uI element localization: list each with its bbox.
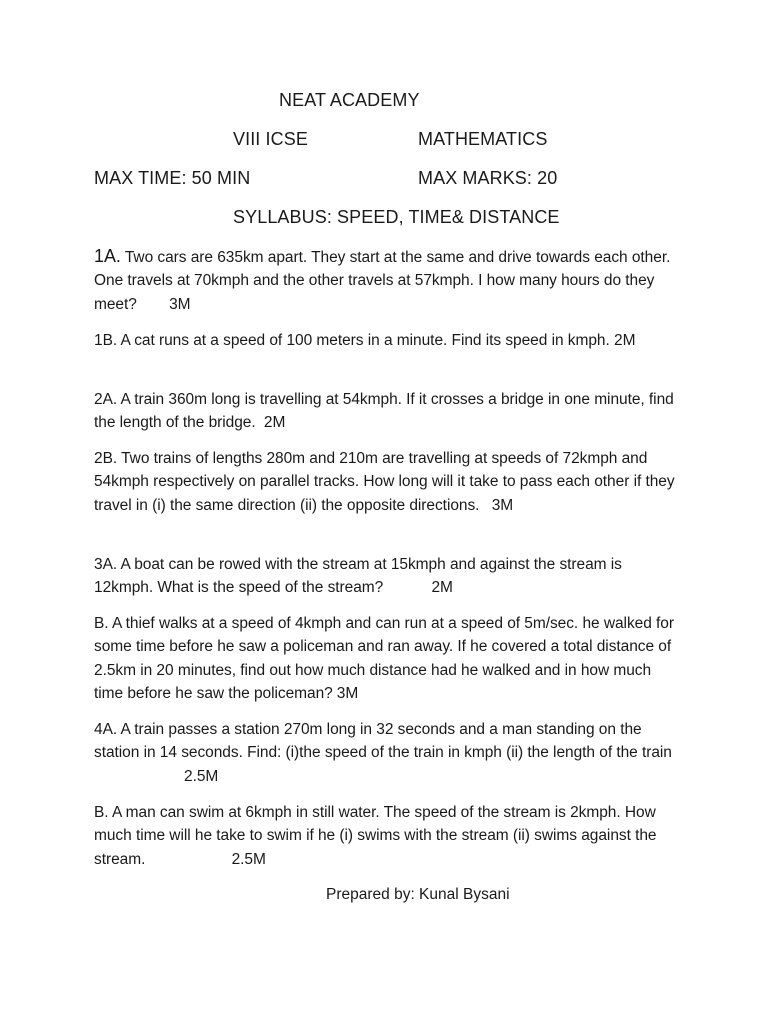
question-text: A train 360m long is travelling at 54kmph. If it crosses a bridge in one minute, find the length of the bridge. <box>94 391 674 432</box>
max-time: MAX TIME: 50 MIN <box>94 168 251 188</box>
question-number: 1B. <box>94 332 118 349</box>
syllabus: SYLLABUS: SPEED, TIME& DISTANCE <box>233 207 560 227</box>
question-marks: 2M <box>431 579 453 597</box>
question-text: A cat runs at a speed of 100 meters in a minute. Find its speed in kmph. <box>120 332 610 349</box>
question-number: B. <box>94 615 109 632</box>
subject-label: MATHEMATICS <box>418 129 548 149</box>
question-marks: 3M <box>169 295 191 313</box>
question-3a <box>94 553 684 600</box>
question-text: Two cars are 635km apart. They start at the same and drive towards each other. One travels at 70kmph and the other travels at 57kmph. I how many hours do they meet? <box>94 249 671 313</box>
question-number: B. <box>94 804 109 821</box>
prepared-by: Prepared by: Kunal Bysani <box>326 886 510 903</box>
question-marks: 2.5M <box>184 767 219 785</box>
question-number: 2B. <box>94 450 118 467</box>
question-text: A boat can be rowed with the stream at 15kmph and against the stream is 12kmph. What is the speed of the stream? <box>94 556 622 597</box>
question-text: A man can swim at 6kmph in still water. The speed of the stream is 2kmph. How much time will he take to swim if he (i) swims with the stream (ii) swims against the stream. <box>94 804 657 868</box>
institute-name: NEAT ACADEMY <box>279 90 420 110</box>
question-number: 2A. <box>94 391 118 408</box>
max-marks: MAX MARKS: 20 <box>418 168 558 188</box>
question-marks: 3M <box>491 496 514 514</box>
question-marks: 2.5M <box>231 850 266 868</box>
question-3b <box>94 612 684 705</box>
question-4b <box>94 801 684 871</box>
question-4a <box>94 718 684 788</box>
question-2b <box>94 447 684 517</box>
question-2a <box>94 388 684 435</box>
question-1a <box>94 245 684 316</box>
question-number: 3A. <box>94 556 118 573</box>
question-marks: 2M <box>614 332 636 349</box>
class-label: VIII ICSE <box>233 129 308 149</box>
question-1b <box>94 329 684 352</box>
question-number: 4A. <box>94 721 118 738</box>
question-number: 1A. <box>94 246 121 266</box>
question-text: A train passes a station 270m long in 32 seconds and a man standing on the station in 14 seconds. Find: (i)the speed of the train in kmph (ii) the length of the train <box>94 721 672 762</box>
question-text: Two trains of lengths 280m and 210m are travelling at speeds of 72kmph and 54kmph respectively on parallel tracks. How long will it take to pass each other if they travel in (i) the same direction (ii) the opposite directions. <box>94 450 675 514</box>
question-text: A thief walks at a speed of 4kmph and can run at a speed of 5m/sec. he walked for some time before he saw a policeman and ran away. If he covered a total distance of 2.5km in 20 minutes, find out how much distance had he walked and in how much time before he saw the policeman? <box>94 615 674 702</box>
question-marks: 3M <box>336 684 359 702</box>
question-marks: 2M <box>263 414 286 432</box>
